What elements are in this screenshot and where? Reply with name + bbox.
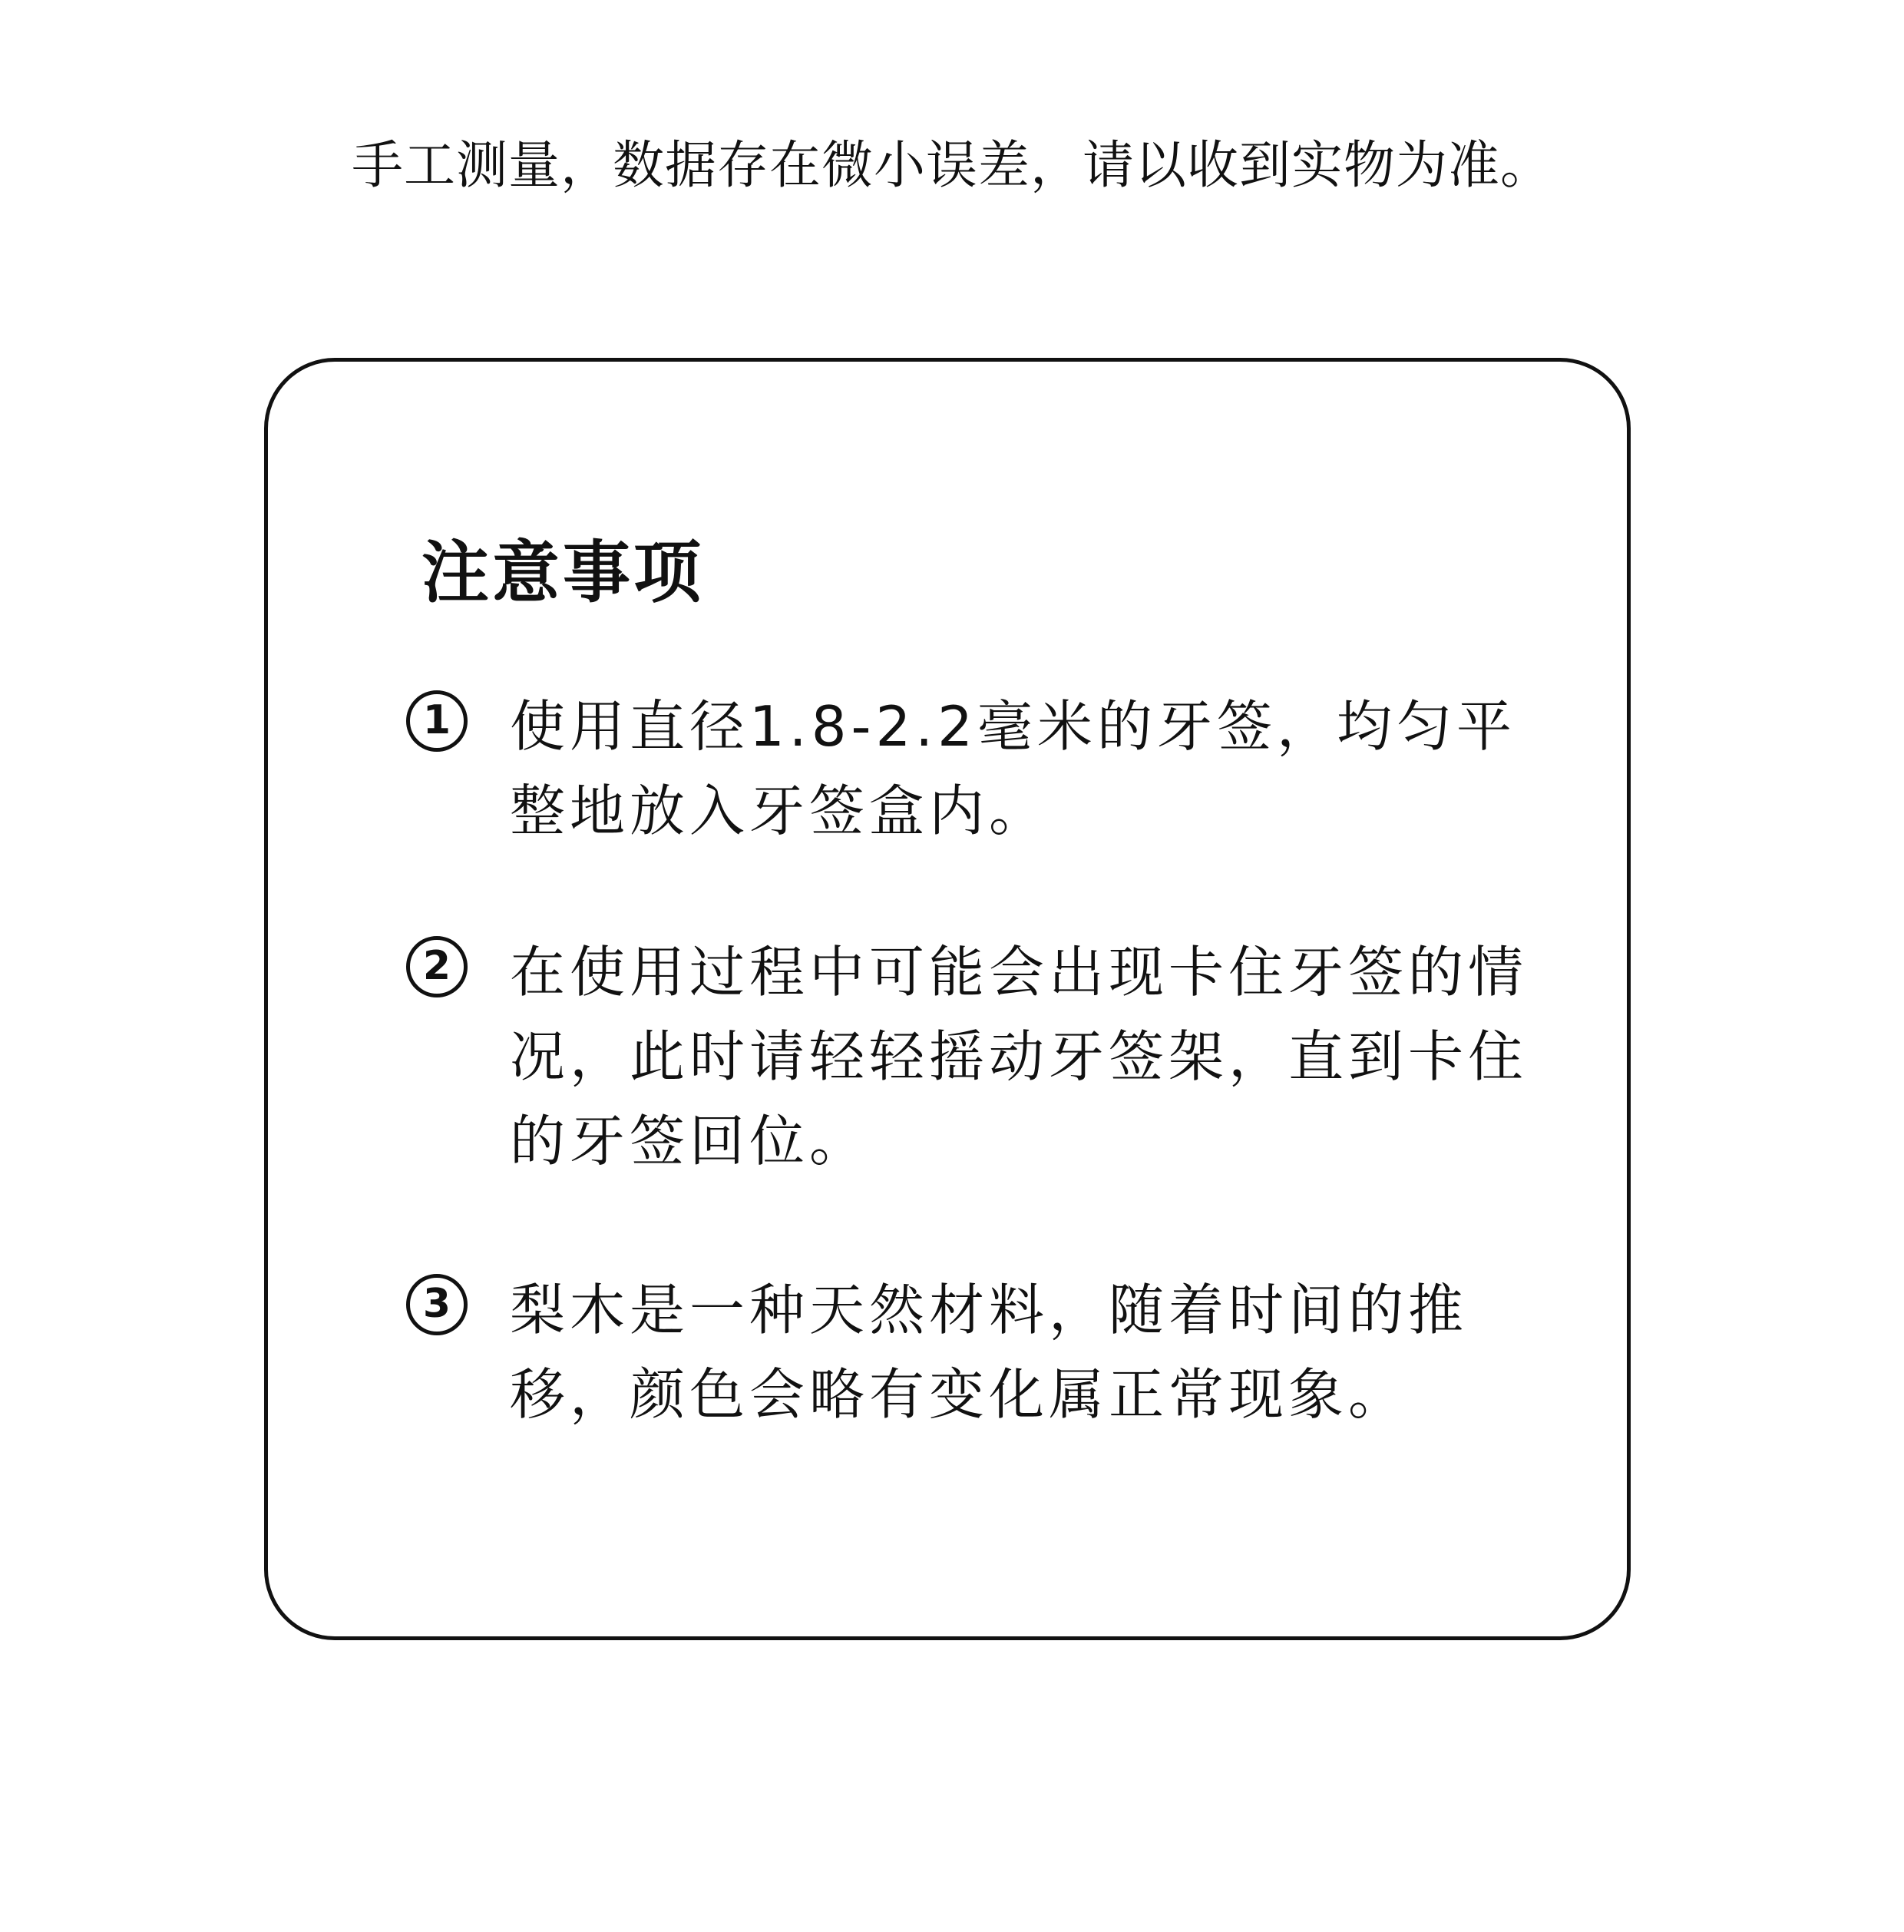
notice-item-text [510, 930, 1531, 1183]
notice-item-text [510, 684, 1531, 853]
item-number-circle: 2 [406, 936, 468, 997]
notice-item-line: 整地放入牙签盒内。 [510, 779, 1050, 843]
item-number-circle: 1 [406, 690, 468, 752]
measurement-disclaimer: 手工测量，数据存在微小误差，请以收到实物为准。 [352, 135, 1552, 195]
notice-item-line: 梨木是一种天然材料，随着时间的推 [510, 1278, 1469, 1342]
notice-item-line: 使用直径1.8-2.2毫米的牙签，均匀平 [510, 694, 1516, 759]
notice-item-line: 的牙签回位。 [510, 1109, 870, 1173]
notice-item-line: 移，颜色会略有变化属正常现象。 [510, 1362, 1409, 1427]
item-number-circle: 3 [406, 1274, 468, 1335]
notice-title: 注意事项 [421, 533, 705, 612]
notice-item-text [510, 1268, 1531, 1437]
notice-card [264, 358, 1631, 1640]
notice-item-line: 况，此时请轻轻摇动牙签架，直到卡住 [510, 1024, 1529, 1089]
notice-item-line: 在使用过程中可能会出现卡住牙签的情 [510, 940, 1529, 1004]
